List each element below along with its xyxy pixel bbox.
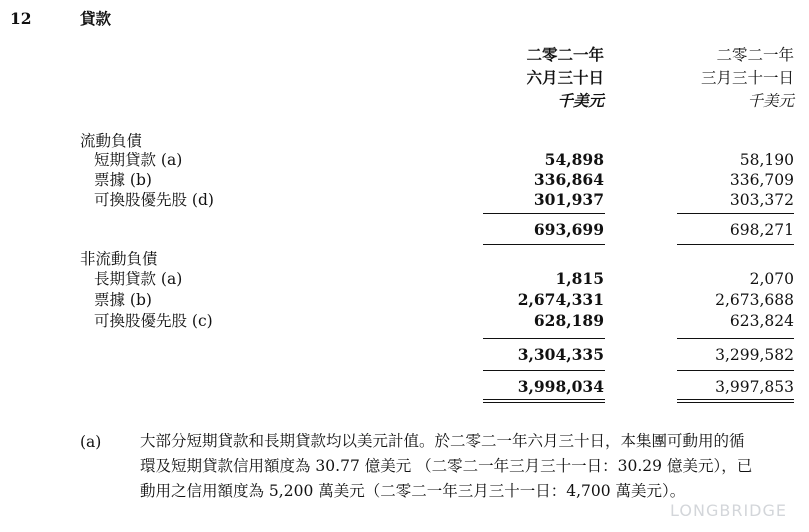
subtotal-rule-current <box>483 213 605 214</box>
subtotal-underline-current <box>483 244 605 245</box>
row-label: 票據 (b) <box>94 171 152 189</box>
row-current-value: 1,815 <box>555 269 604 288</box>
footnote-line: 動用之信用額度為 5,200 萬美元（二零二一年三月三十一日：4,700 萬美元）。 <box>140 482 686 500</box>
row-label: 可換股優先股 (d) <box>94 191 214 209</box>
total-current: 3,998,034 <box>517 377 604 396</box>
subtotal-underline-prior <box>677 244 794 245</box>
non-current-liabilities-subtotal-current: 3,304,335 <box>517 345 604 364</box>
row-label: 可換股優先股 (c) <box>94 312 213 330</box>
row-current-value: 54,898 <box>544 150 604 169</box>
non-current-liabilities-heading: 非流動負債 <box>80 250 158 268</box>
subtotal-rule-prior <box>677 338 794 339</box>
total-double-rule-current <box>483 399 605 403</box>
footnote-marker: (a) <box>80 433 102 451</box>
row-prior-value: 2,070 <box>749 270 794 288</box>
total-rule-prior <box>677 370 794 371</box>
current-liabilities-subtotal-current: 693,699 <box>533 220 604 239</box>
footnote-line: 大部分短期貸款和長期貸款均以美元計值。於二零二一年六月三十日，本集團可動用的循 <box>140 432 745 450</box>
footnote-line: 環及短期貸款信用額度為 30.77 億美元 （二零二一年三月三十一日：30.29 億美元），已 <box>140 457 753 475</box>
section-number: 12 <box>10 9 32 28</box>
row-current-value: 628,189 <box>533 311 604 330</box>
watermark: LONGBRIDGE <box>670 501 787 520</box>
non-current-liabilities-subtotal-prior: 3,299,582 <box>715 346 794 364</box>
row-current-value: 2,674,331 <box>517 290 604 309</box>
subtotal-rule-prior <box>677 213 794 214</box>
total-prior: 3,997,853 <box>715 378 794 396</box>
section-title: 貸款 <box>80 9 112 28</box>
subtotal-rule-current <box>483 338 605 339</box>
row-current-value: 336,864 <box>533 170 604 189</box>
prior-period-date: 三月三十一日 <box>700 69 794 87</box>
row-label: 長期貸款 (a) <box>94 270 183 288</box>
row-prior-value: 303,372 <box>729 191 794 209</box>
current-period-year: 二零二一年 <box>526 45 604 64</box>
row-prior-value: 2,673,688 <box>715 291 794 309</box>
current-period-unit: 千美元 <box>557 91 604 110</box>
total-rule-current <box>483 370 605 371</box>
total-double-rule-prior <box>677 399 794 403</box>
current-liabilities-subtotal-prior: 698,271 <box>729 221 794 239</box>
prior-period-year: 二零二一年 <box>716 46 794 64</box>
row-label: 票據 (b) <box>94 291 152 309</box>
row-prior-value: 336,709 <box>729 171 794 189</box>
prior-period-unit: 千美元 <box>747 92 794 110</box>
row-current-value: 301,937 <box>533 190 604 209</box>
row-label: 短期貸款 (a) <box>94 151 183 169</box>
footnote-text <box>140 429 796 504</box>
row-prior-value: 58,190 <box>739 151 794 169</box>
current-period-date: 六月三十日 <box>526 68 604 87</box>
row-prior-value: 623,824 <box>729 312 794 330</box>
current-liabilities-heading: 流動負債 <box>80 132 143 150</box>
